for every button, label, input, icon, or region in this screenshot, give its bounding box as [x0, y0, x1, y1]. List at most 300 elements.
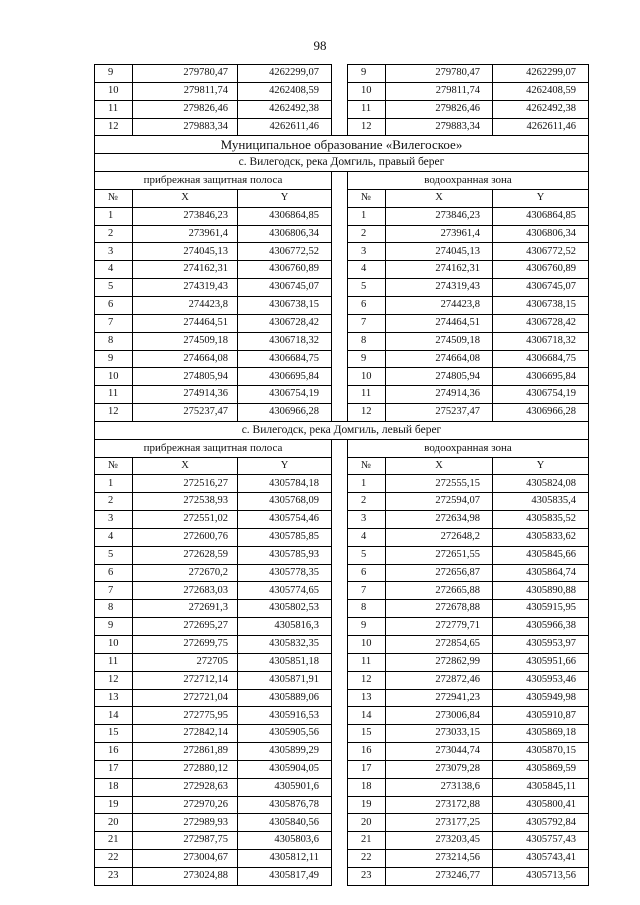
- y-coordinate: 4305953,97: [493, 636, 589, 654]
- y-coordinate: 4305802,53: [238, 600, 332, 618]
- x-coordinate: 274509,18: [386, 332, 493, 350]
- table-row: [95, 671, 589, 689]
- y-coordinate: 4306695,84: [238, 368, 332, 386]
- x-coordinate: 274914,36: [386, 386, 493, 404]
- x-coordinate: 274805,94: [133, 368, 238, 386]
- row-number: 16: [95, 743, 133, 761]
- section-title: с. Вилегодск, река Домгиль, правый берег: [95, 154, 589, 172]
- x-coordinate: 275237,47: [133, 404, 238, 422]
- section-title: с. Вилегодск, река Домгиль, левый берег: [95, 421, 589, 439]
- column-gap: [332, 618, 348, 636]
- x-coordinate: 272665,88: [386, 582, 493, 600]
- column-gap: [332, 636, 348, 654]
- row-number: 11: [348, 386, 386, 404]
- column-header-y: Y: [493, 457, 589, 475]
- y-coordinate: 4305890,88: [493, 582, 589, 600]
- x-coordinate: 274319,43: [386, 279, 493, 297]
- row-number: 19: [95, 796, 133, 814]
- x-coordinate: 272775,95: [133, 707, 238, 725]
- y-coordinate: 4305792,84: [493, 814, 589, 832]
- y-coordinate: 4305778,35: [238, 564, 332, 582]
- y-coordinate: 4306806,34: [238, 225, 332, 243]
- y-coordinate: 4306806,34: [493, 225, 589, 243]
- table-row: [95, 867, 589, 885]
- row-number: 13: [95, 689, 133, 707]
- y-coordinate: 4306760,89: [493, 261, 589, 279]
- coastal-strip-heading: прибрежная защитная полоса: [95, 172, 332, 190]
- x-coordinate: 272695,27: [133, 618, 238, 636]
- y-coordinate: 4305774,65: [238, 582, 332, 600]
- x-coordinate: 279811,74: [386, 82, 493, 100]
- row-number: 10: [348, 368, 386, 386]
- x-coordinate: 272928,63: [133, 778, 238, 796]
- y-coordinate: 4305785,85: [238, 528, 332, 546]
- x-coordinate: 279826,46: [386, 100, 493, 118]
- x-coordinate: 272941,23: [386, 689, 493, 707]
- x-coordinate: 272648,2: [386, 528, 493, 546]
- table-row: [95, 814, 589, 832]
- column-gap: [332, 332, 348, 350]
- column-gap: [332, 850, 348, 868]
- x-coordinate: 272538,93: [133, 493, 238, 511]
- y-coordinate: 4305743,41: [493, 850, 589, 868]
- row-number: 15: [348, 725, 386, 743]
- y-coordinate: 4306728,42: [493, 314, 589, 332]
- column-gap: [332, 778, 348, 796]
- table-row: [95, 368, 589, 386]
- y-coordinate: 4305870,15: [493, 743, 589, 761]
- column-header-x: X: [133, 457, 238, 475]
- column-header-number: №: [348, 457, 386, 475]
- table-row: [95, 511, 589, 529]
- x-coordinate: 274045,13: [133, 243, 238, 261]
- table-row: [95, 743, 589, 761]
- table-row: [95, 725, 589, 743]
- table-row: [95, 564, 589, 582]
- x-coordinate: 274464,51: [133, 314, 238, 332]
- table-row: [95, 243, 589, 261]
- x-coordinate: 272656,87: [386, 564, 493, 582]
- row-number: 11: [348, 653, 386, 671]
- row-number: 12: [348, 671, 386, 689]
- column-gap: [332, 796, 348, 814]
- y-coordinate: 4262299,07: [238, 65, 332, 83]
- y-coordinate: 4262408,59: [493, 82, 589, 100]
- x-coordinate: 273961,4: [133, 225, 238, 243]
- y-coordinate: 4306745,07: [493, 279, 589, 297]
- y-coordinate: 4305835,4: [493, 493, 589, 511]
- row-number: 5: [95, 546, 133, 564]
- x-coordinate: 273024,88: [133, 867, 238, 885]
- column-header-y: Y: [238, 189, 332, 207]
- y-coordinate: 4306864,85: [238, 207, 332, 225]
- column-gap: [332, 689, 348, 707]
- y-coordinate: 4305800,41: [493, 796, 589, 814]
- coordinates-table: [94, 64, 589, 886]
- y-coordinate: 4305871,91: [238, 671, 332, 689]
- x-coordinate: 272628,59: [133, 546, 238, 564]
- y-coordinate: 4306728,42: [238, 314, 332, 332]
- y-coordinate: 4262492,38: [493, 100, 589, 118]
- row-number: 4: [95, 261, 133, 279]
- page-number: 98: [313, 38, 327, 53]
- table-row: [95, 118, 589, 136]
- x-coordinate: 273006,84: [386, 707, 493, 725]
- x-coordinate: 272600,76: [133, 528, 238, 546]
- column-header-y: Y: [238, 457, 332, 475]
- y-coordinate: 4305905,56: [238, 725, 332, 743]
- row-number: 2: [348, 225, 386, 243]
- y-coordinate: 4305876,78: [238, 796, 332, 814]
- column-gap: [332, 528, 348, 546]
- column-gap: [332, 225, 348, 243]
- row-number: 9: [348, 618, 386, 636]
- row-number: 14: [348, 707, 386, 725]
- column-gap: [332, 279, 348, 297]
- column-gap: [332, 404, 348, 422]
- x-coordinate: 272705: [133, 653, 238, 671]
- x-coordinate: 274664,08: [133, 350, 238, 368]
- y-coordinate: 4305869,18: [493, 725, 589, 743]
- row-number: 8: [348, 332, 386, 350]
- table-row: [95, 528, 589, 546]
- column-gap: [332, 118, 348, 136]
- municipality-title: Муниципальное образование «Вилегоское»: [95, 136, 589, 154]
- column-header-number: №: [95, 457, 133, 475]
- coastal-strip-heading: прибрежная защитная полоса: [95, 439, 332, 457]
- x-coordinate: 279780,47: [386, 65, 493, 83]
- y-coordinate: 4306718,32: [238, 332, 332, 350]
- x-coordinate: 272594,07: [386, 493, 493, 511]
- y-coordinate: 4262299,07: [493, 65, 589, 83]
- row-number: 5: [348, 279, 386, 297]
- x-coordinate: 274914,36: [133, 386, 238, 404]
- row-number: 9: [95, 65, 133, 83]
- row-number: 14: [95, 707, 133, 725]
- column-gap: [332, 189, 348, 207]
- x-coordinate: 273004,67: [133, 850, 238, 868]
- table-row: [95, 82, 589, 100]
- table-row: [95, 279, 589, 297]
- table-row: [95, 207, 589, 225]
- y-coordinate: 4306718,32: [493, 332, 589, 350]
- row-number: 6: [348, 296, 386, 314]
- column-gap: [332, 296, 348, 314]
- x-coordinate: 274319,43: [133, 279, 238, 297]
- row-number: 11: [95, 653, 133, 671]
- column-gap: [332, 600, 348, 618]
- y-coordinate: 4305951,66: [493, 653, 589, 671]
- table-row: [95, 832, 589, 850]
- x-coordinate: 272970,26: [133, 796, 238, 814]
- x-coordinate: 272691,3: [133, 600, 238, 618]
- zone-heading-row: [95, 172, 589, 190]
- table-row: [95, 653, 589, 671]
- column-gap: [332, 350, 348, 368]
- row-number: 7: [348, 314, 386, 332]
- row-number: 16: [348, 743, 386, 761]
- table-row: [95, 100, 589, 118]
- table-row: [95, 850, 589, 868]
- row-number: 8: [95, 600, 133, 618]
- x-coordinate: 274664,08: [386, 350, 493, 368]
- row-number: 12: [348, 118, 386, 136]
- y-coordinate: 4305966,38: [493, 618, 589, 636]
- y-coordinate: 4262492,38: [238, 100, 332, 118]
- x-coordinate: 273172,88: [386, 796, 493, 814]
- y-coordinate: 4305953,46: [493, 671, 589, 689]
- table-row: [95, 778, 589, 796]
- row-number: 23: [348, 867, 386, 885]
- table-row: [95, 493, 589, 511]
- column-gap: [332, 314, 348, 332]
- y-coordinate: 4305757,43: [493, 832, 589, 850]
- row-number: 22: [95, 850, 133, 868]
- table-row: [95, 475, 589, 493]
- table-row: [95, 225, 589, 243]
- y-coordinate: 4305869,59: [493, 760, 589, 778]
- x-coordinate: 274423,8: [133, 296, 238, 314]
- column-gap: [332, 867, 348, 885]
- table-row: [95, 314, 589, 332]
- row-number: 9: [348, 350, 386, 368]
- row-number: 4: [95, 528, 133, 546]
- row-number: 20: [95, 814, 133, 832]
- column-gap: [332, 65, 348, 83]
- row-number: 12: [348, 404, 386, 422]
- column-gap: [332, 82, 348, 100]
- x-coordinate: 273846,23: [386, 207, 493, 225]
- y-coordinate: 4262611,46: [493, 118, 589, 136]
- x-coordinate: 272842,14: [133, 725, 238, 743]
- row-number: 21: [348, 832, 386, 850]
- water-protection-zone-heading: водоохранная зона: [348, 172, 589, 190]
- column-gap: [332, 243, 348, 261]
- x-coordinate: 273246,77: [386, 867, 493, 885]
- x-coordinate: 279883,34: [386, 118, 493, 136]
- x-coordinate: 272861,89: [133, 743, 238, 761]
- y-coordinate: 4305785,93: [238, 546, 332, 564]
- row-number: 10: [348, 636, 386, 654]
- table-row: [95, 618, 589, 636]
- y-coordinate: 4305803,6: [238, 832, 332, 850]
- column-header-row: [95, 457, 589, 475]
- x-coordinate: 272651,55: [386, 546, 493, 564]
- row-number: 18: [348, 778, 386, 796]
- column-gap: [332, 100, 348, 118]
- x-coordinate: 279883,34: [133, 118, 238, 136]
- row-number: 23: [95, 867, 133, 885]
- x-coordinate: 272872,46: [386, 671, 493, 689]
- row-number: 1: [348, 207, 386, 225]
- row-number: 4: [348, 528, 386, 546]
- column-gap: [332, 475, 348, 493]
- row-number: 20: [348, 814, 386, 832]
- y-coordinate: 4305901,6: [238, 778, 332, 796]
- row-number: 7: [348, 582, 386, 600]
- y-coordinate: 4305845,66: [493, 546, 589, 564]
- row-number: 10: [95, 636, 133, 654]
- x-coordinate: 274509,18: [133, 332, 238, 350]
- row-number: 9: [348, 65, 386, 83]
- y-coordinate: 4305910,87: [493, 707, 589, 725]
- x-coordinate: 272721,04: [133, 689, 238, 707]
- column-gap: [332, 439, 348, 457]
- column-gap: [332, 582, 348, 600]
- table-row: [95, 707, 589, 725]
- row-number: 2: [95, 493, 133, 511]
- row-number: 11: [95, 386, 133, 404]
- row-number: 10: [95, 368, 133, 386]
- y-coordinate: 4305915,95: [493, 600, 589, 618]
- row-number: 13: [348, 689, 386, 707]
- x-coordinate: 275237,47: [386, 404, 493, 422]
- y-coordinate: 4305713,56: [493, 867, 589, 885]
- x-coordinate: 272854,65: [386, 636, 493, 654]
- x-coordinate: 273214,56: [386, 850, 493, 868]
- zone-heading-row: [95, 439, 589, 457]
- row-number: 6: [95, 564, 133, 582]
- column-header-row: [95, 189, 589, 207]
- y-coordinate: 4306754,19: [493, 386, 589, 404]
- section-title-row: [95, 154, 589, 172]
- y-coordinate: 4305784,18: [238, 475, 332, 493]
- y-coordinate: 4305864,74: [493, 564, 589, 582]
- x-coordinate: 279780,47: [133, 65, 238, 83]
- column-gap: [332, 546, 348, 564]
- column-gap: [332, 386, 348, 404]
- y-coordinate: 4305816,3: [238, 618, 332, 636]
- table-row: [95, 796, 589, 814]
- table-row: [95, 65, 589, 83]
- table-row: [95, 404, 589, 422]
- column-gap: [332, 493, 348, 511]
- y-coordinate: 4305845,11: [493, 778, 589, 796]
- y-coordinate: 4262408,59: [238, 82, 332, 100]
- x-coordinate: 273033,15: [386, 725, 493, 743]
- row-number: 22: [348, 850, 386, 868]
- y-coordinate: 4305812,11: [238, 850, 332, 868]
- column-gap: [332, 760, 348, 778]
- column-gap: [332, 564, 348, 582]
- y-coordinate: 4305889,06: [238, 689, 332, 707]
- y-coordinate: 4306754,19: [238, 386, 332, 404]
- row-number: 11: [95, 100, 133, 118]
- x-coordinate: 272516,27: [133, 475, 238, 493]
- x-coordinate: 272862,99: [386, 653, 493, 671]
- x-coordinate: 274162,31: [133, 261, 238, 279]
- row-number: 6: [348, 564, 386, 582]
- row-number: 12: [95, 118, 133, 136]
- row-number: 3: [348, 511, 386, 529]
- column-gap: [332, 207, 348, 225]
- table-row: [95, 386, 589, 404]
- column-header-number: №: [95, 189, 133, 207]
- column-gap: [332, 814, 348, 832]
- y-coordinate: 4306864,85: [493, 207, 589, 225]
- x-coordinate: 272678,88: [386, 600, 493, 618]
- column-gap: [332, 707, 348, 725]
- y-coordinate: 4306760,89: [238, 261, 332, 279]
- row-number: 3: [95, 511, 133, 529]
- column-gap: [332, 671, 348, 689]
- table-row: [95, 636, 589, 654]
- column-gap: [332, 172, 348, 190]
- table-row: [95, 760, 589, 778]
- x-coordinate: 273846,23: [133, 207, 238, 225]
- table-row: [95, 689, 589, 707]
- row-number: 8: [348, 600, 386, 618]
- y-coordinate: 4305840,56: [238, 814, 332, 832]
- x-coordinate: 273177,25: [386, 814, 493, 832]
- y-coordinate: 4305904,05: [238, 760, 332, 778]
- row-number: 2: [348, 493, 386, 511]
- x-coordinate: 272987,75: [133, 832, 238, 850]
- x-coordinate: 273044,74: [386, 743, 493, 761]
- y-coordinate: 4306772,52: [493, 243, 589, 261]
- column-header-number: №: [348, 189, 386, 207]
- row-number: 12: [95, 671, 133, 689]
- table-row: [95, 296, 589, 314]
- row-number: 7: [95, 582, 133, 600]
- row-number: 15: [95, 725, 133, 743]
- y-coordinate: 4306966,28: [493, 404, 589, 422]
- y-coordinate: 4306738,15: [493, 296, 589, 314]
- row-number: 11: [348, 100, 386, 118]
- column-gap: [332, 725, 348, 743]
- x-coordinate: 274464,51: [386, 314, 493, 332]
- row-number: 12: [95, 404, 133, 422]
- row-number: 3: [95, 243, 133, 261]
- x-coordinate: 274805,94: [386, 368, 493, 386]
- row-number: 6: [95, 296, 133, 314]
- y-coordinate: 4306684,75: [238, 350, 332, 368]
- x-coordinate: 279811,74: [133, 82, 238, 100]
- x-coordinate: 272712,14: [133, 671, 238, 689]
- y-coordinate: 4306772,52: [238, 243, 332, 261]
- row-number: 3: [348, 243, 386, 261]
- row-number: 17: [348, 760, 386, 778]
- y-coordinate: 4305754,46: [238, 511, 332, 529]
- y-coordinate: 4305832,35: [238, 636, 332, 654]
- row-number: 8: [95, 332, 133, 350]
- y-coordinate: 4305833,62: [493, 528, 589, 546]
- column-header-x: X: [386, 189, 493, 207]
- row-number: 10: [95, 82, 133, 100]
- table-row: [95, 261, 589, 279]
- column-gap: [332, 832, 348, 850]
- row-number: 21: [95, 832, 133, 850]
- x-coordinate: 272880,12: [133, 760, 238, 778]
- column-gap: [332, 457, 348, 475]
- y-coordinate: 4306684,75: [493, 350, 589, 368]
- y-coordinate: 4305949,98: [493, 689, 589, 707]
- row-number: 2: [95, 225, 133, 243]
- column-gap: [332, 368, 348, 386]
- x-coordinate: 273203,45: [386, 832, 493, 850]
- table-row: [95, 332, 589, 350]
- row-number: 7: [95, 314, 133, 332]
- row-number: 1: [348, 475, 386, 493]
- x-coordinate: 274423,8: [386, 296, 493, 314]
- y-coordinate: 4262611,46: [238, 118, 332, 136]
- y-coordinate: 4305824,08: [493, 475, 589, 493]
- x-coordinate: 272555,15: [386, 475, 493, 493]
- y-coordinate: 4305835,52: [493, 511, 589, 529]
- row-number: 9: [95, 618, 133, 636]
- y-coordinate: 4306966,28: [238, 404, 332, 422]
- column-gap: [332, 511, 348, 529]
